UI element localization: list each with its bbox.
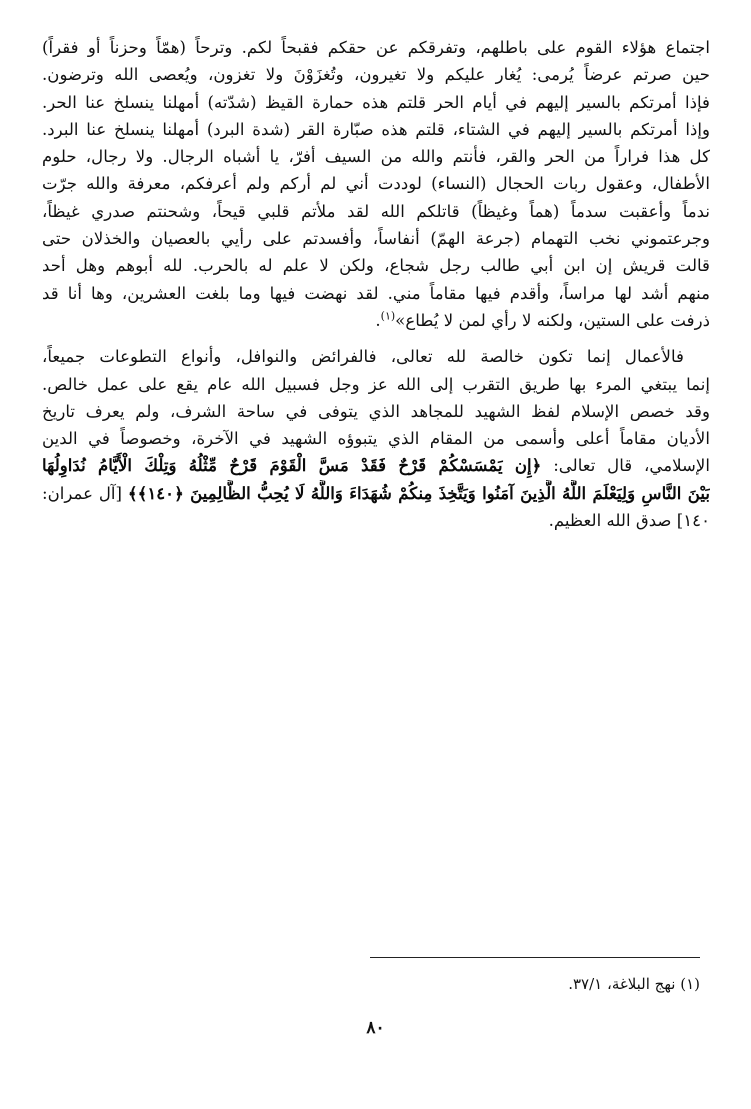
paragraph-2 <box>42 343 710 534</box>
quran-intro: الإسلامي، قال تعالى: <box>553 456 710 476</box>
quran-line-2 <box>42 480 710 507</box>
text-line-last <box>42 307 710 334</box>
last-line-text: ذرفت على الستين، ولكنه لا رأي لمن لا يُطاع» <box>395 310 710 330</box>
text-line: اجتماع هؤلاء القوم على باطلهم، وتفرقكم عن حقكم فقبحاً لكم. وترحاً (همّاً وحزناً أو فقراً) <box>42 38 710 57</box>
last-line-end: . <box>375 310 381 330</box>
body-text <box>42 34 710 534</box>
text-line: فإذا أمرتكم بالسير إليهم في أيام الحر قلتم هذه حمارة القيظ (شدّته) أمهلنا ينسلخ عنا الحر. <box>42 92 710 112</box>
page-number: ٨٠ <box>366 1018 385 1038</box>
text-line: كل هذا فراراً من الحر والقر، فأنتم والله من السيف أفرّ، يا أشباه الرجال. ولا رجال، حلوم <box>42 147 710 167</box>
text-line: وقد خصص الإسلام لفظ الشهيد للمجاهد الذي يتوفى في ساحة الشرف، ولم يعرف تاريخ <box>42 401 710 421</box>
quran-verse-part-b: بَيْنَ النَّاسِ وَلِيَعْلَمَ اللَّهُ الَّذِينَ آمَنُوا وَيَتَّخِذَ مِنكُمْ شُهَدَاءَ وَاللَّهُ لَا يُحِبُّ الظَّالِمِينَ ﴿١٤٠﴾﴾ <box>127 482 710 503</box>
text-line: منهم أشد لها مراساً، وأقدم فيها مقاماً مني. لقد نهضت فيها وما بلغت العشرين، وها أنا قد <box>42 283 710 303</box>
quran-verse-part-a: ﴿إِن يَمْسَسْكُمْ قَرْحٌ فَقَدْ مَسَّ الْقَوْمَ قَرْحٌ مِّثْلُهُ وَتِلْكَ الْأَيَّامُ نُدَاوِلُهَا <box>42 455 542 476</box>
text-line: ندماً وأعقبت سدماً (هماً وغيظاً) قاتلكم الله لقد ملأتم قلبي قيحاً، وشحنتم صدري غيظاً، <box>42 201 710 221</box>
text-line: وإذا أمرتكم بالسير إليهم في الشتاء، قلتم هذه صبّارة القر (شدة البرد) أمهلنا ينسلخ عنا البرد. <box>42 119 710 139</box>
text-line: فالأعمال إنما تكون خالصة لله تعالى، فالفرائض والنوافل، وأنواع التطوعات جميعاً، <box>42 347 684 367</box>
text-line: وجرعتموني نخب التهمام (جرعة الهمّ) أنفاساً، وأفسدتم على رأيي بالعصيان والخذلان حتى <box>42 229 710 249</box>
text-line: حين صرتم عرضاً يُرمى: يُغار عليكم ولا تغيرون، وتُغزَوْنَ ولا تغزون، ويُعصى الله وترضون. <box>42 65 710 85</box>
text-line: قالت قريش إن ابن أبي طالب رجل شجاع، ولكن لا علم له بالحرب. لله أبوهم وهل أحد <box>42 256 710 276</box>
quran-line-1 <box>42 452 710 479</box>
footnote: (١) نهج البلاغة، ٣٧/١. <box>568 975 700 993</box>
footnote-reference: (١) <box>380 309 396 323</box>
citation-line: ١٤٠] صدق الله العظيم. <box>548 511 710 531</box>
text-line: إنما يبتغي المرء بها طريق التقرب إلى الله عز وجل فسبيل الله عام يقع على عمل خالص. <box>42 374 710 394</box>
paragraph-1 <box>42 34 710 334</box>
footnote-divider <box>370 957 700 958</box>
text-line: الأديان مقاماً أعلى وأسمى من المقام الذي يتبوؤه الشهيد في الآخرة، وخصوصاً في الدين <box>42 429 710 449</box>
text-line: الأطفال، وعقول ربات الحجال (النساء) لوددت أني لم أركم ولم أعرفكم، معرفة والله جرّت <box>42 174 710 194</box>
quran-citation: [آل عمران: <box>42 483 123 503</box>
